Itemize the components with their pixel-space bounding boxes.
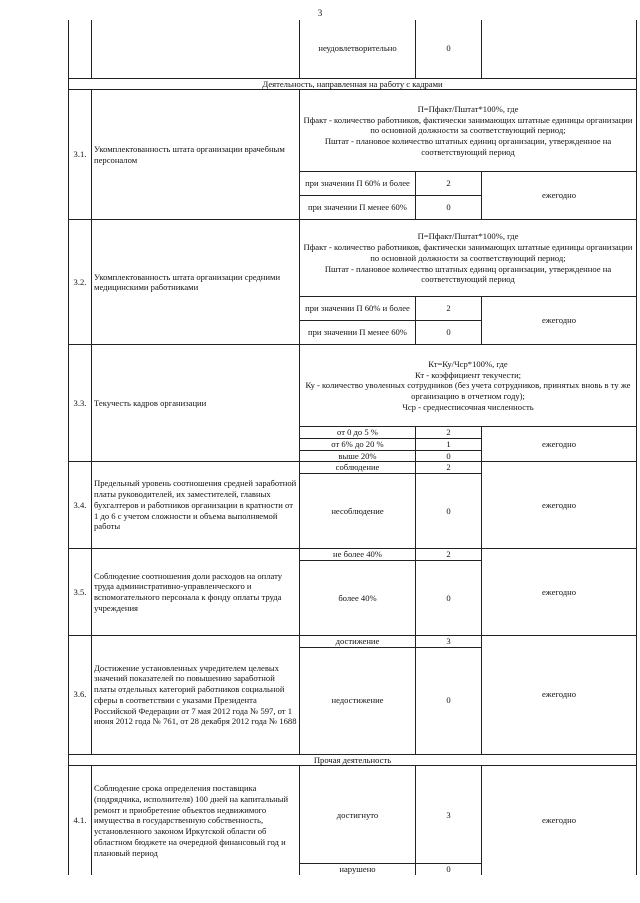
row-number: 3.1. <box>69 90 92 220</box>
points-cell: 2 <box>416 462 482 474</box>
period-cell: ежегодно <box>482 766 637 875</box>
formula-cell: П=Пфакт/Пштат*100%, где Пфакт - количество работников, фактически занимающих штатные единицы организации по основной должности за соответствующий период; Пштат - плановое количество штатных единиц организации, утвержденное на соответствующий период <box>300 220 637 297</box>
condition-cell: от 0 до 5 % <box>300 427 416 439</box>
condition-cell: достигнуто <box>300 766 416 864</box>
points-cell: 0 <box>416 864 482 875</box>
row-number: 3.3. <box>69 345 92 462</box>
indicator-name: Соблюдение соотношения доли расходов на оплату труда административно-управленческого и вспомогательного персонала к фонду оплаты труда учреждения <box>92 549 300 636</box>
formula-cell: П=Пфакт/Пштат*100%, где Пфакт - количество работников, фактически занимающих штатные единицы организации по основной должности за соответствующий период; Пштат - плановое количество штатных единиц организации, утвержденное на соответствующий период <box>300 90 637 172</box>
indicator-name: Соблюдение срока определения поставщика (подрядчика, исполнителя) 100 дней на капитальный ремонт и приобретение объектов недвижимого имущества в государственную собственность, установленного законом Иркутской области об областном бюджете на очередной финансовый год и плановый период <box>92 766 300 875</box>
condition-cell: при значении П менее 60% <box>300 321 416 345</box>
period-cell: ежегодно <box>482 427 637 462</box>
points-cell: 0 <box>416 196 482 220</box>
row-number: 3.4. <box>69 462 92 549</box>
period-cell: ежегодно <box>482 462 637 549</box>
condition-cell: при значении П 60% и более <box>300 297 416 321</box>
points-cell: 1 <box>416 438 482 450</box>
condition-cell: более 40% <box>300 560 416 635</box>
points-cell: 0 <box>416 474 482 549</box>
row-number: 3.5. <box>69 549 92 636</box>
condition-cell: при значении П менее 60% <box>300 196 416 220</box>
condition-cell: соблюдение <box>300 462 416 474</box>
points-cell: 0 <box>416 647 482 754</box>
indicator-name: Достижение установленных учредителем целевых значений показателей по повышению заработной платы отдельных категорий работников социальной сферы в соответствии с указами Президента Российской Федерации от 7 мая 2012 года № 597, от 1 июня 2012 года № 761, от 28 декабря 2012 года № 1688 <box>92 635 300 754</box>
page-number: 3 <box>317 8 323 18</box>
condition-cell: нарушено <box>300 864 416 875</box>
section-header-row <box>69 78 637 90</box>
table-row <box>69 20 637 78</box>
period-cell: ежегодно <box>482 172 637 220</box>
condition-cell: выше 20% <box>300 450 416 462</box>
period-cell: ежегодно <box>482 635 637 754</box>
condition-cell: не более 40% <box>300 549 416 561</box>
period-cell: ежегодно <box>482 549 637 636</box>
criteria-table <box>68 20 637 875</box>
points-cell: 3 <box>416 766 482 864</box>
points-cell: 0 <box>416 560 482 635</box>
points-cell: 2 <box>416 427 482 439</box>
points-cell: 0 <box>416 450 482 462</box>
row-number: 4.1. <box>69 766 92 875</box>
points-cell: 2 <box>416 297 482 321</box>
indicator-name: Предельный уровень соотношения средней заработной платы руководителей, их заместителей, главных бухгалтеров и работников организации в кратности от 1 до 6 с учетом сложности и объема выполняемой работы <box>92 462 300 549</box>
points-cell: 2 <box>416 549 482 561</box>
table-row <box>69 766 637 864</box>
table-row <box>69 462 637 474</box>
section-header-row <box>69 754 637 766</box>
condition-cell: от 6% до 20 % <box>300 438 416 450</box>
indicator-name: Текучесть кадров организации <box>92 345 300 462</box>
indicator-name: Укомплектованность штата организации средними медицинскими работниками <box>92 220 300 345</box>
indicator-name: Укомплектованность штата организации врачебным персоналом <box>92 90 300 220</box>
condition-cell: неудовлетворительно <box>300 20 416 78</box>
formula-cell: Кт=Ку/Чср*100%, где Кт - коэффициент текучести; Ку - количество уволенных сотрудников (без учета сотрудников, принятых вновь в ту же организацию в отчетном году); Чср - среднесписочная численность <box>300 345 637 427</box>
condition-cell: несоблюдение <box>300 474 416 549</box>
section-title: Прочая деятельность <box>69 754 637 766</box>
points-cell: 0 <box>416 20 482 78</box>
condition-cell: достижение <box>300 635 416 647</box>
points-cell: 3 <box>416 635 482 647</box>
condition-cell: при значении П 60% и более <box>300 172 416 196</box>
period-cell: ежегодно <box>482 297 637 345</box>
table-row <box>69 635 637 647</box>
table-row <box>69 345 637 427</box>
table-row <box>69 90 637 172</box>
points-cell: 0 <box>416 321 482 345</box>
row-number: 3.2. <box>69 220 92 345</box>
table-row <box>69 220 637 297</box>
condition-cell: недостижение <box>300 647 416 754</box>
table-row <box>69 549 637 561</box>
row-number: 3.6. <box>69 635 92 754</box>
section-title: Деятельность, направленная на работу с кадрами <box>69 78 637 90</box>
points-cell: 2 <box>416 172 482 196</box>
